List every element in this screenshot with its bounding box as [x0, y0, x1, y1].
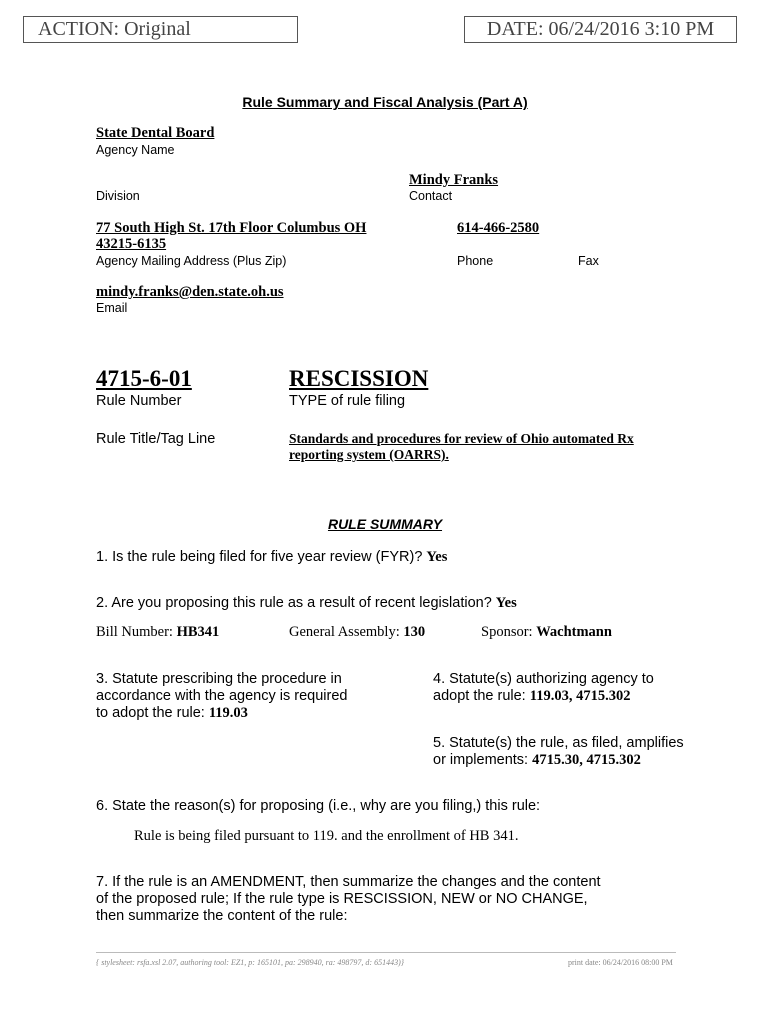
question-3-line3 [96, 705, 248, 722]
question-3-line1: 3. Statute prescribing the procedure in [96, 671, 342, 687]
general-assembly-label: General Assembly: [289, 624, 404, 640]
rule-type-label: TYPE of rule filing [289, 393, 406, 409]
question-3-text: to adopt the rule: [96, 705, 209, 721]
question-7-line2: of the proposed rule; If the rule type is RESCISSION, NEW or NO CHANGE, [96, 891, 588, 907]
question-2 [96, 595, 517, 612]
question-7-line1: 7. If the rule is an AMENDMENT, then summarize the changes and the content [96, 874, 601, 890]
question-4-line2 [433, 688, 630, 705]
sponsor-label: Sponsor: [481, 624, 537, 640]
question-4-text: adopt the rule: [433, 688, 530, 704]
rule-type-value: RESCISSION [289, 366, 429, 391]
question-4-line1: 4. Statute(s) authorizing agency to [433, 671, 654, 687]
phone-label: Phone [457, 254, 494, 268]
question-5-answer: 4715.30, 4715.302 [532, 752, 641, 768]
sponsor [481, 624, 612, 641]
rule-title-line1: Standards and procedures for review of Ohio automated Rx [289, 431, 634, 446]
rule-title-line2: reporting system (OARRS). [289, 447, 449, 462]
phone-value: 614-466-2580 [457, 220, 540, 236]
bill-number-value: HB341 [176, 624, 220, 640]
question-3-answer: 119.03 [208, 705, 248, 721]
rule-title-label: Rule Title/Tag Line [96, 431, 216, 447]
general-assembly-value: 130 [403, 624, 426, 640]
agency-name-value: State Dental Board [96, 125, 215, 141]
question-3-line2: accordance with the agency is required [96, 688, 348, 704]
question-1-text: 1. Is the rule being filed for five year review (FYR)? [96, 549, 427, 565]
rule-number-value: 4715-6-01 [96, 366, 192, 391]
fax-label: Fax [578, 254, 599, 268]
question-1-answer: Yes [426, 549, 448, 565]
question-4-answer: 119.03, 4715.302 [529, 688, 631, 704]
question-5-line2 [433, 752, 641, 769]
question-1 [96, 549, 447, 566]
address-line2: 43215-6135 [96, 236, 167, 252]
address-line1: 77 South High St. 17th Floor Columbus OH [96, 220, 367, 236]
bill-number [96, 624, 219, 641]
question-2-answer: Yes [495, 595, 517, 611]
rule-number-label: Rule Number [96, 393, 182, 409]
contact-value: Mindy Franks [409, 172, 499, 188]
question-7-line3: then summarize the content of the rule: [96, 908, 348, 924]
division-label: Division [96, 189, 140, 203]
footer-divider [96, 952, 676, 953]
question-5-line1: 5. Statute(s) the rule, as filed, amplifies [433, 735, 684, 751]
bill-number-label: Bill Number: [96, 624, 177, 640]
sponsor-value: Wachtmann [536, 624, 612, 640]
email-value: mindy.franks@den.state.oh.us [96, 284, 284, 300]
rule-summary-heading: RULE SUMMARY [327, 516, 443, 532]
document-title: Rule Summary and Fiscal Analysis (Part A) [242, 94, 528, 110]
email-label: Email [96, 301, 128, 315]
question-6-answer: Rule is being filed pursuant to 119. and the enrollment of HB 341. [134, 828, 519, 844]
question-5-text: or implements: [433, 752, 533, 768]
contact-label: Contact [409, 189, 453, 203]
agency-name-label: Agency Name [96, 143, 175, 157]
action-box: ACTION: Original [23, 16, 298, 43]
date-box: DATE: 06/24/2016 3:10 PM [464, 16, 737, 43]
question-6: 6. State the reason(s) for proposing (i.e., why are you filing,) this rule: [96, 798, 541, 814]
general-assembly [289, 624, 425, 641]
address-label: Agency Mailing Address (Plus Zip) [96, 254, 287, 268]
footer-stylesheet-info: { stylesheet: rsfa.xsl 2.07, authoring tool: EZ1, p: 165101, pa: 298940, ra: 498797, d: 651443)} [96, 958, 404, 967]
question-2-text: 2. Are you proposing this rule as a result of recent legislation? [96, 595, 496, 611]
footer-print-date: print date: 06/24/2016 08:00 PM [568, 958, 673, 967]
